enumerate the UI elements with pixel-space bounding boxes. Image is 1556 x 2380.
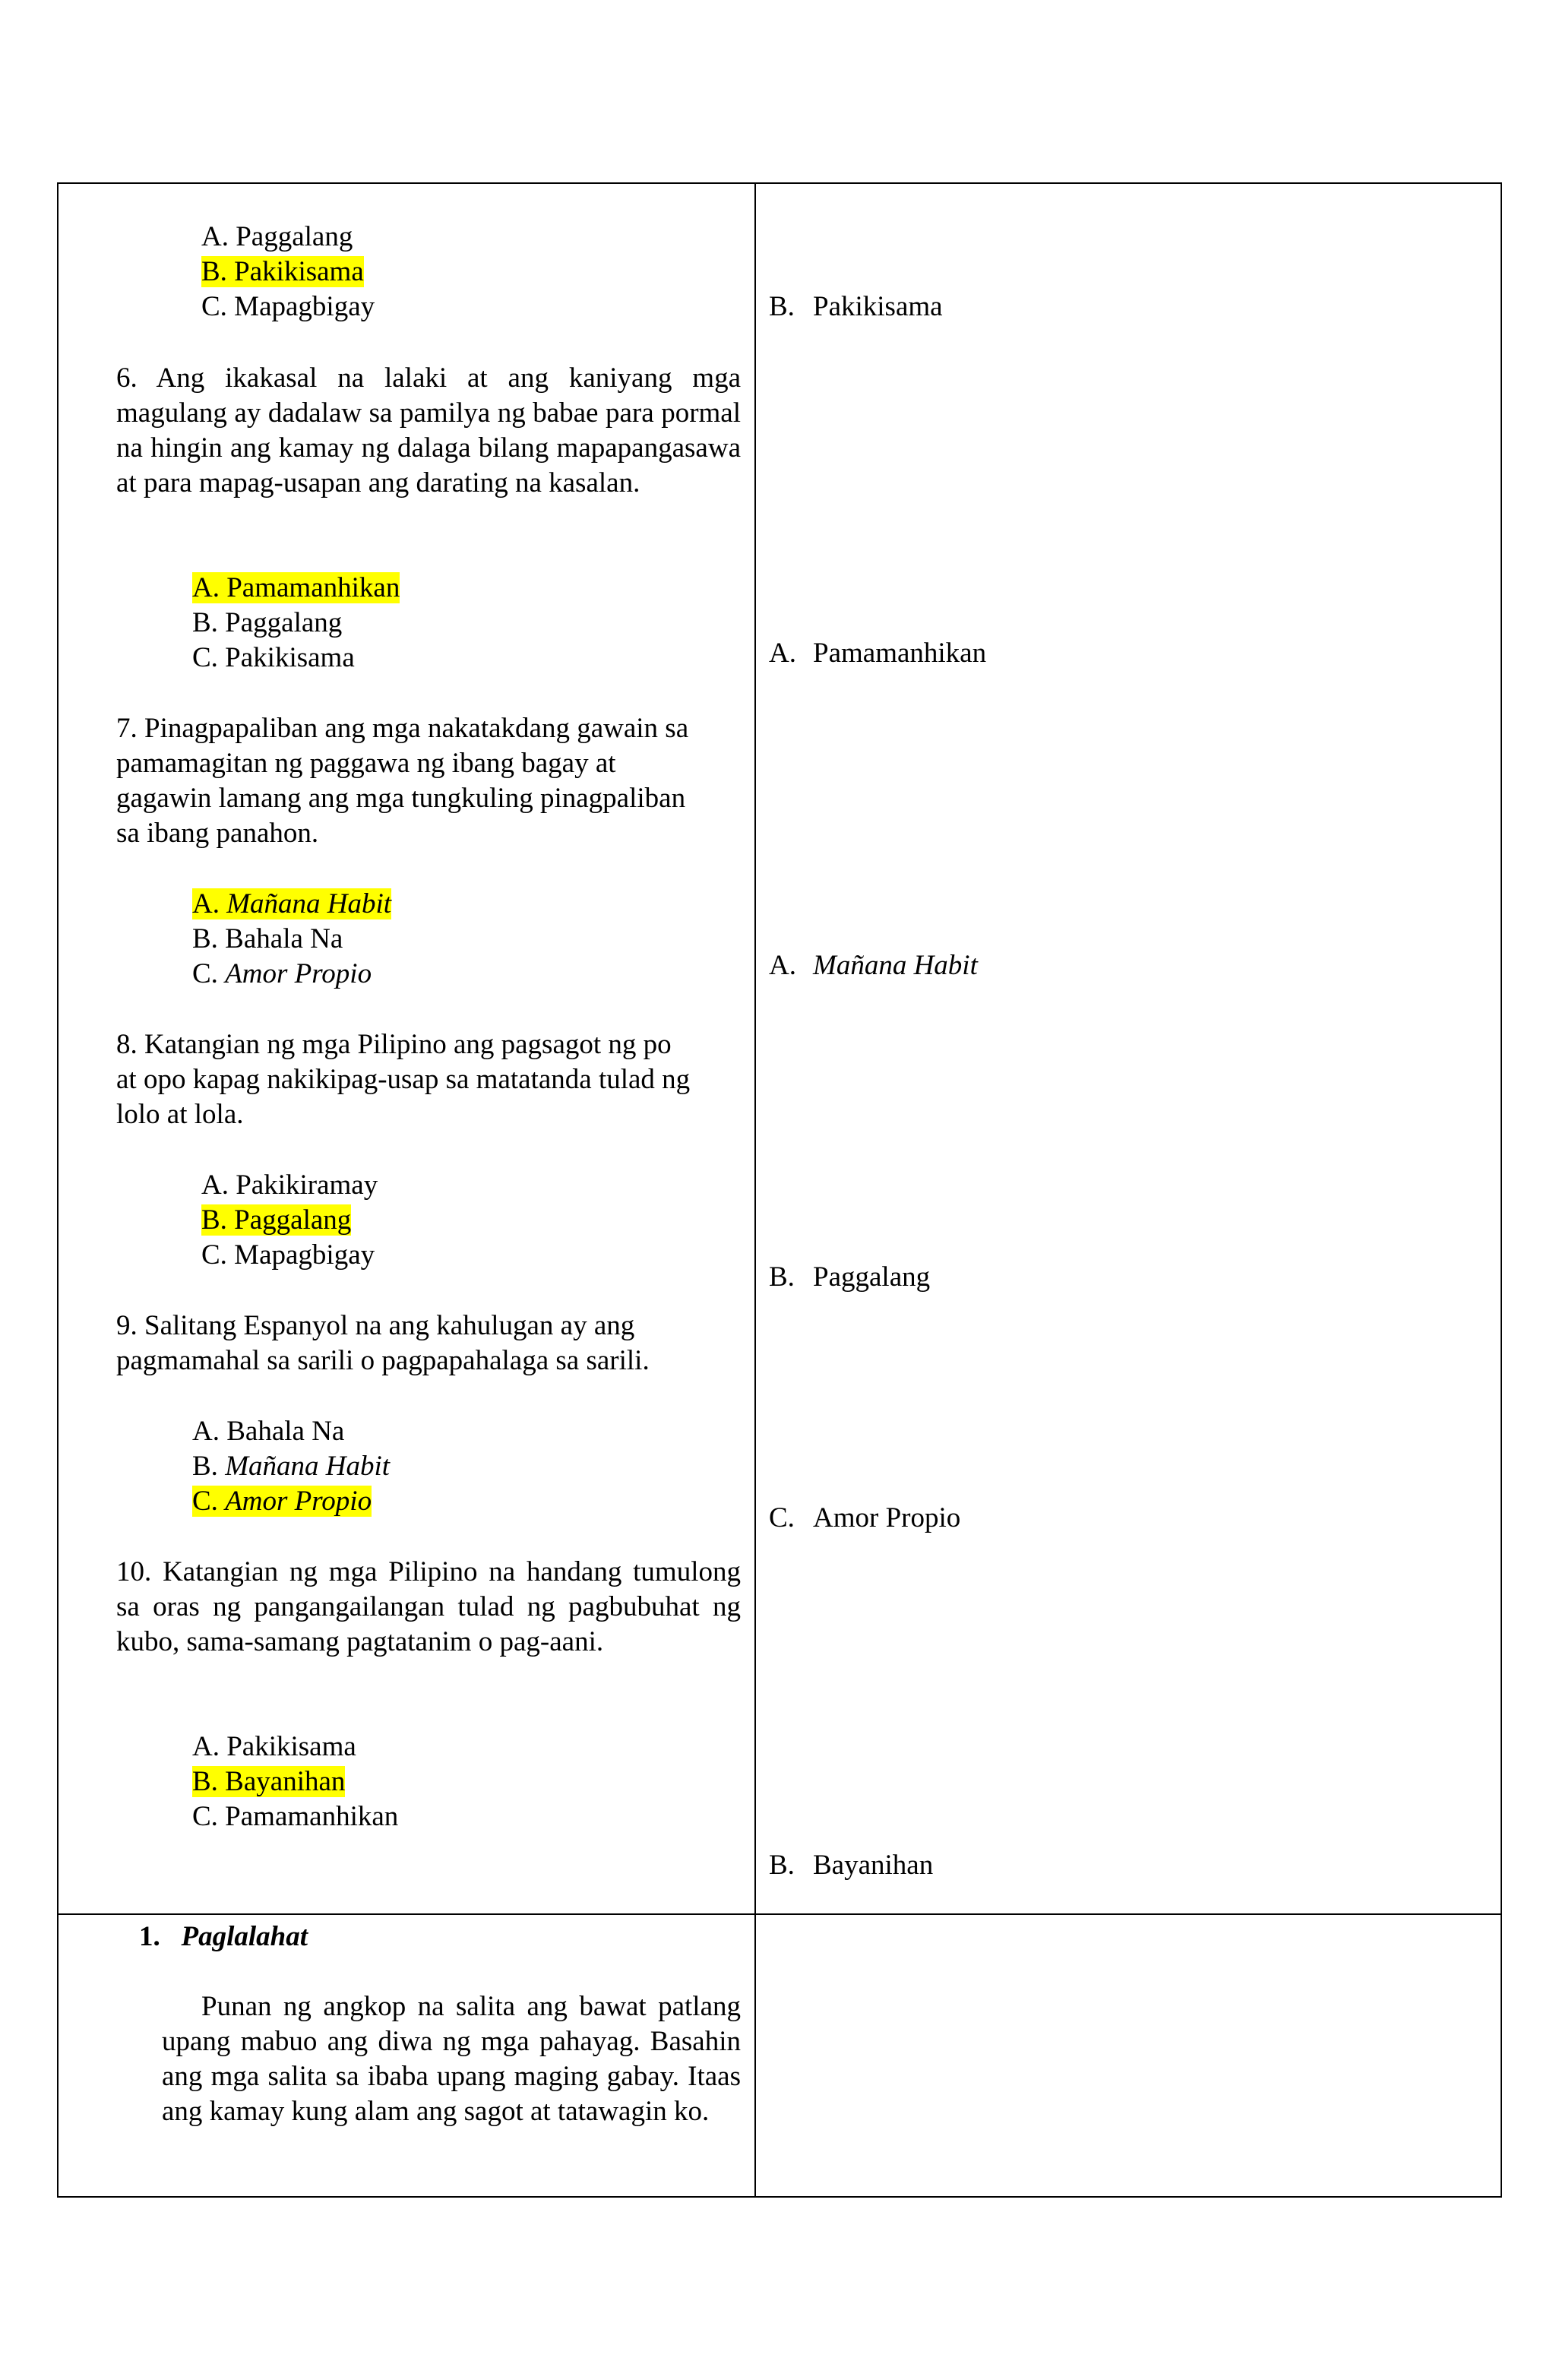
q5-answer-letter: B. [769,291,795,322]
q9-answer-text: Amor Propio [813,1502,961,1533]
q7-option-c [192,957,372,992]
q8-option-c: C. Mapagbigay [201,1239,375,1271]
q8-option-b [201,1203,351,1238]
lesson-table [57,182,1502,2198]
q6-question: 6. Ang ikakasal na lalaki at ang kaniyang mga magulang ay dadalaw sa pamilya ng babae para pormal na hingin ang kamay ng dalaga bilang mapapangasawa at para mapag-usapan ang darating na kasalan. [116,362,741,498]
paglalahat-title: Paglalahat [181,1921,308,1952]
q8-answer-letter: B. [769,1261,795,1293]
q5-answer-text: Pakikisama [813,291,943,322]
q9-option-a: A. Bahala Na [192,1416,345,1447]
q7-option-a-letter: A. [192,888,220,919]
q8-option-a: A. Pakikiramay [201,1169,378,1201]
q7-option-c-letter: C. [192,958,218,989]
q7-option-a-highlight [192,888,391,919]
q10-option-b [192,1764,345,1799]
column-divider [754,184,756,2196]
q6-option-a-highlight: A. Pamamanhikan [192,572,400,603]
q9-option-c-letter: C. [192,1486,218,1517]
q6-option-c: C. Pakikisama [192,642,355,673]
q8-answer [769,1260,930,1295]
q6-answer-letter: A. [769,638,796,669]
q10-answer-text: Bayanihan [813,1850,934,1881]
paglalahat-heading [139,1920,308,1954]
paglalahat-number: 1. [139,1921,160,1952]
q10-option-c: C. Pamamanhikan [192,1801,399,1832]
q9-answer [769,1501,960,1536]
q7-answer [769,948,978,983]
q7-option-a-text: Mañana Habit [226,888,392,919]
q10-answer [769,1848,933,1883]
q8-option-b-highlight: B. Paggalang [201,1204,352,1236]
q9-option-b-letter: B. [192,1451,218,1482]
q7-question-line-1: 7. Pinagpapaliban ang mga nakatakdang gawain sa [116,713,689,744]
row-divider [59,1913,1501,1915]
q9-option-c-text: Amor Propio [225,1486,372,1517]
q9-option-c [192,1484,372,1519]
q6-answer-text: Pamamanhikan [813,638,987,669]
q7-option-c-text: Amor Propio [225,958,372,989]
q10-question: 10. Katangian ng mga Pilipino na handang tumulong sa oras ng pangangailangan tulad ng pagbubuhat ng kubo, sama-samang pagtatanim o pag-aani. [116,1556,741,1657]
q7-question-line-3: gagawin lamang ang mga tungkuling pinagpaliban [116,783,686,814]
q8-question-line-3: lolo at lola. [116,1099,244,1130]
q6-option-b: B. Paggalang [192,607,343,638]
q9-option-c-highlight [192,1486,372,1517]
q9-answer-letter: C. [769,1502,795,1533]
q5-option-b-highlight: B. Pakikisama [201,256,364,287]
q8-answer-text: Paggalang [813,1261,931,1293]
q8-question-line-1: 8. Katangian ng mga Pilipino ang pagsagot ng po [116,1029,672,1060]
q8-question-line-2: at opo kapag nakikipag-usap sa matatanda tulad ng [116,1064,691,1095]
q5-option-a: A. Paggalang [201,221,353,252]
q7-answer-text: Mañana Habit [813,950,978,981]
q7-question-line-4: sa ibang panahon. [116,818,319,849]
q7-question-line-2: pamamagitan ng paggawa ng ibang bagay at [116,748,616,779]
q9-option-b-text: Mañana Habit [225,1451,391,1482]
q6-answer [769,636,986,671]
q9-option-b [192,1449,390,1484]
q10-option-b-highlight: B. Bayanihan [192,1766,346,1797]
q6-option-a [192,571,400,606]
q7-option-b: B. Bahala Na [192,923,343,954]
q7-option-a [192,887,391,922]
q10-option-a: A. Pakikisama [192,1731,356,1762]
q5-answer [769,290,943,324]
q7-answer-letter: A. [769,950,796,981]
q5-option-c: C. Mapagbigay [201,291,375,322]
q9-question-line-2: pagmamahal sa sarili o pagpapahalaga sa sarili. [116,1345,650,1376]
q10-answer-letter: B. [769,1850,795,1881]
q5-option-b [201,255,364,290]
q9-question-line-1: 9. Salitang Espanyol na ang kahulugan ay ang [116,1310,635,1341]
paglalahat-body: Punan ng angkop na salita ang bawat patlang upang mabuo ang diwa ng mga pahayag. Basahin ang mga salita sa ibaba upang maging gabay. Itaas ang kamay kung alam ang sagot at tatawagin ko. [162,1991,741,2127]
